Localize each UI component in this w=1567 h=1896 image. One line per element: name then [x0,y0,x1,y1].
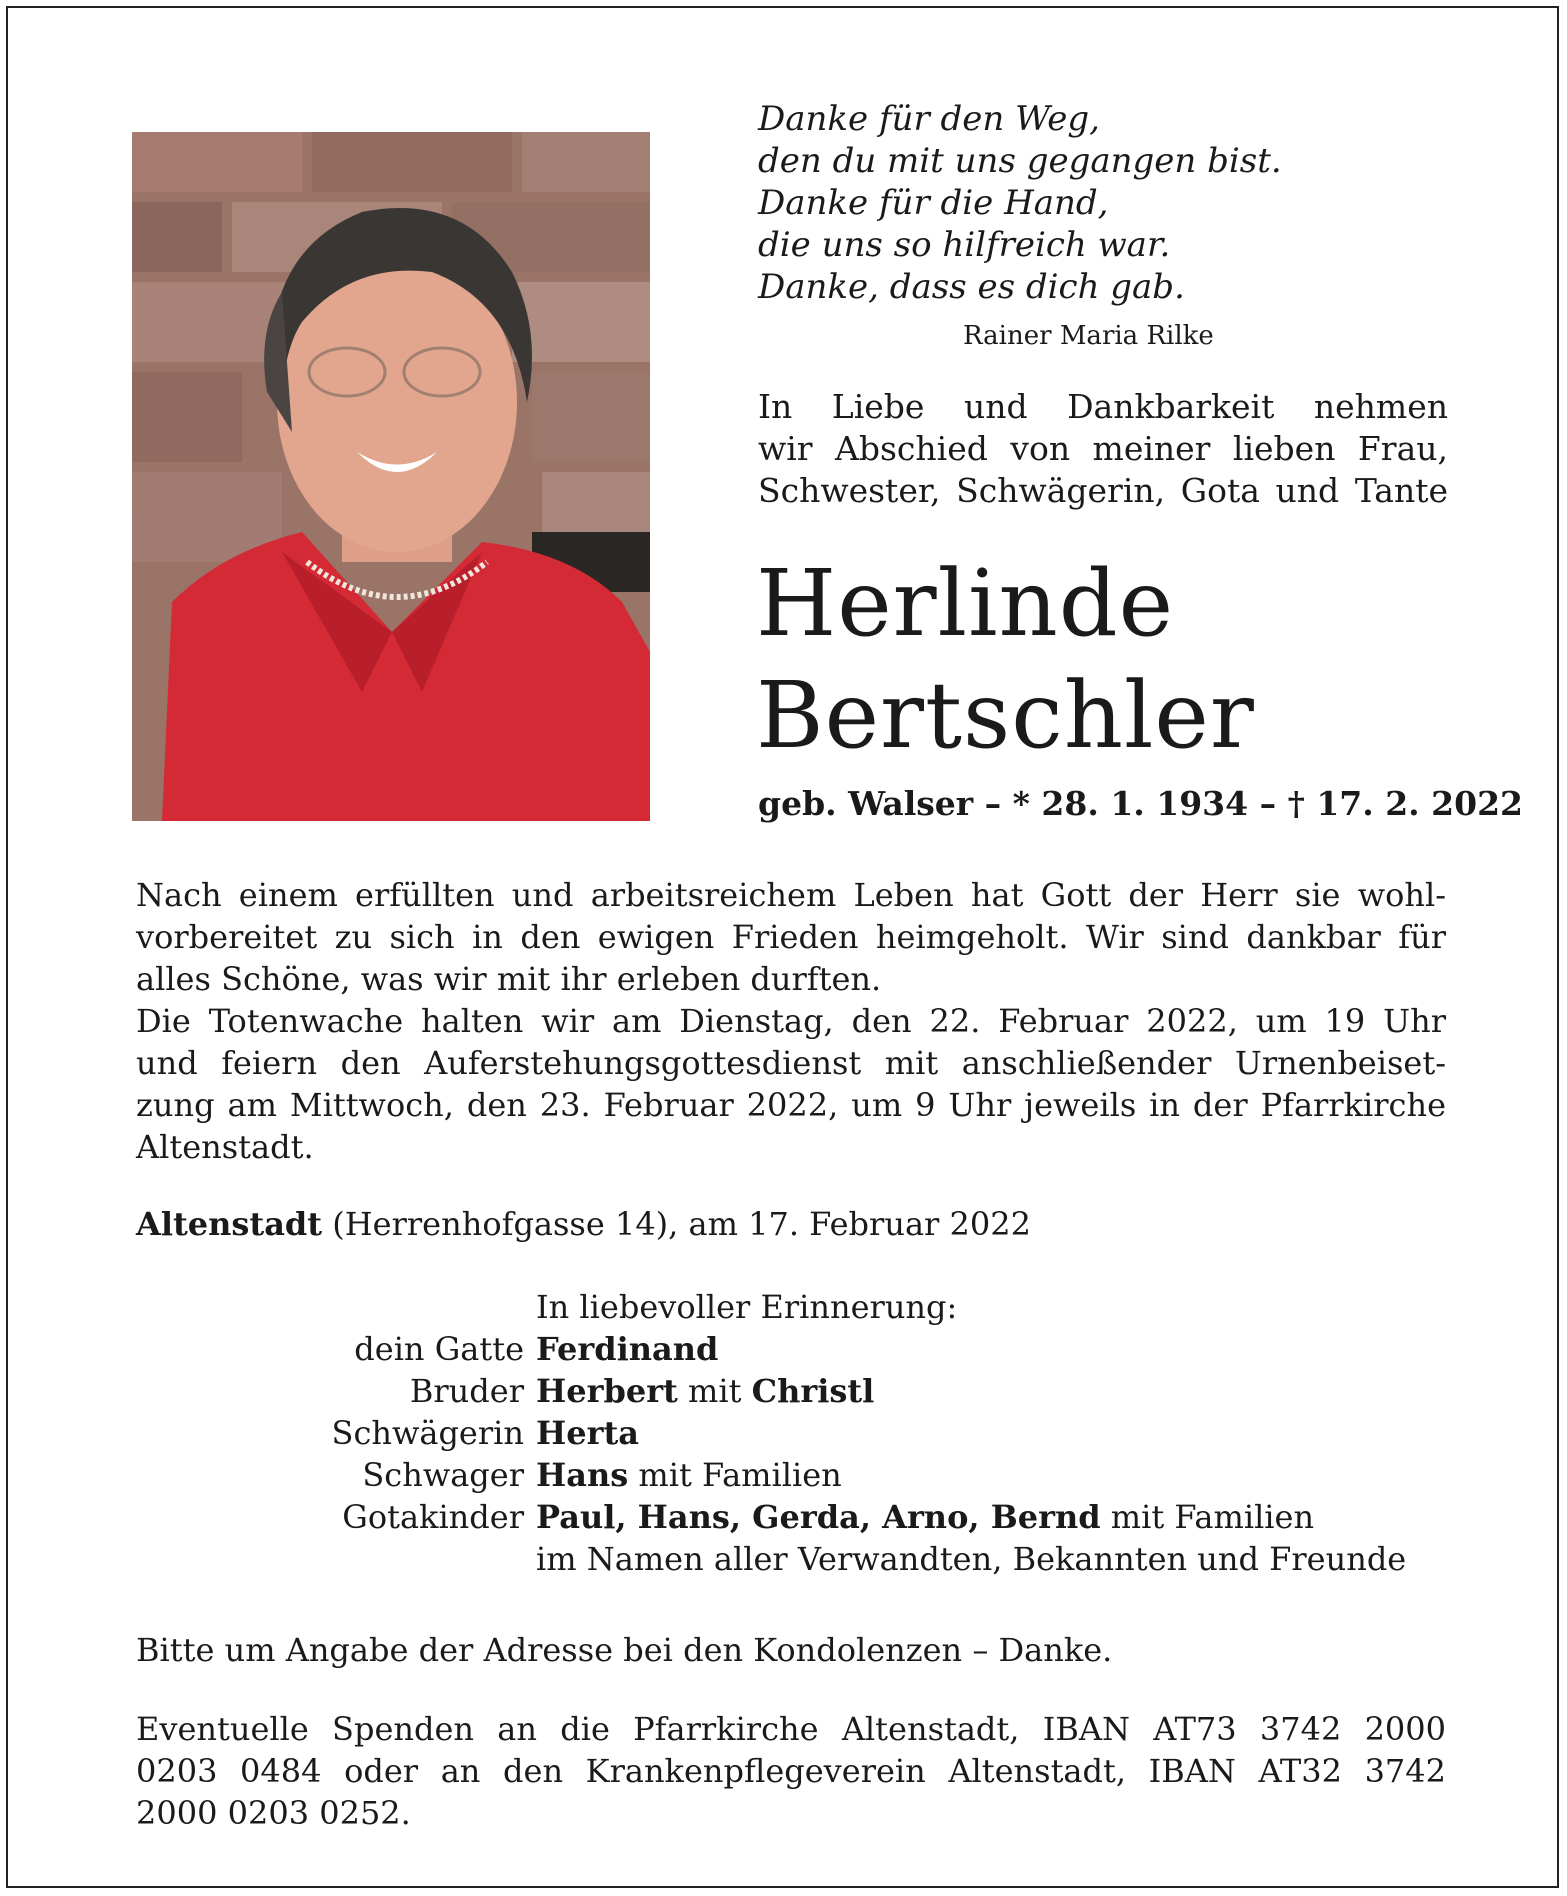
body-line: Die Totenwache halten wir am Dienstag, den 22. Februar 2022, um 19 Uhr [136,1002,1446,1040]
birth-death-dates: geb. Walser – * 28. 1. 1934 – † 17. 2. 2022 [758,784,1524,823]
condolence-note: Bitte um Angabe der Adresse bei den Kondolenzen – Danke. [136,1631,1113,1669]
mourner-row [136,1454,1466,1496]
mourner-role: Bruder [409,1372,524,1410]
mourners-list [136,1286,1466,1580]
mourners-intro: In liebevoller Erinnerung: [536,1288,958,1326]
body-line: alles Schöne, was wir mit ihr erleben durften. [136,960,882,998]
donations-line: Eventuelle Spenden an die Pfarrkirche Altenstadt, IBAN AT73 3742 2000 [136,1710,1446,1748]
mourner-role: Schwager [362,1456,524,1494]
poem-line: den du mit uns gegangen bist. [758,141,1282,181]
body-line: vorbereitet zu sich in den ewigen Frieden heimgeholt. Wir sind dankbar für [136,918,1446,956]
obituary-card [6,6,1559,1888]
farewell-line: Schwester, Schwägerin, Gota und Tante [758,471,1448,510]
first-name: Herlinde [756,550,1175,657]
mourner-names [536,1328,1466,1370]
donations-line: 2000 0203 0252. [136,1794,411,1832]
place-date [136,1204,1136,1244]
mourner-name: Herbert [536,1372,678,1410]
mourner-row [136,1412,1466,1454]
deceased-name [756,548,1476,772]
mourner-role: dein Gatte [354,1330,524,1368]
mourner-name: Paul, Hans, Gerda, Arno, Bernd [536,1498,1101,1536]
mourner-role-empty [136,1538,536,1580]
poem [758,98,1478,308]
poem-line: Danke für den Weg, [758,99,1100,139]
mourner-row [136,1328,1466,1370]
mourner-names [536,1412,1466,1454]
donations-line: 0203 0484 oder an den Krankenpflegeverein Altenstadt, IBAN AT32 3742 [136,1752,1446,1790]
body-line: zung am Mittwoch, den 23. Februar 2022, um 9 Uhr jeweils in der Pfarrkirche [136,1086,1446,1124]
mourner-connector: mit [677,1372,752,1410]
place-rest: (Herrenhofgasse 14), am 17. Februar 2022 [322,1205,1031,1243]
mourner-row [136,1370,1466,1412]
mourner-name: Herta [536,1414,639,1452]
place-town: Altenstadt [136,1205,323,1243]
mourner-row [136,1496,1466,1538]
body-text [136,874,1446,1168]
body-line: und feiern den Auferstehungsgottesdienst mit anschließender Urnenbeiset- [136,1044,1446,1082]
mourner-connector: mit Familien [628,1456,842,1494]
mourner-role: Schwägerin [331,1414,524,1452]
donations-text [136,1708,1446,1834]
farewell-text [758,386,1448,512]
poem-author: Rainer Maria Rilke [963,321,1214,351]
mourner-role: Gotakinder [342,1498,524,1536]
mourner-row [136,1538,1466,1580]
mourner-names [536,1370,1466,1412]
body-line: Nach einem erfüllten und arbeitsreichem Leben hat Gott der Herr sie wohl- [136,876,1446,914]
farewell-line: In Liebe und Dankbarkeit nehmen [758,387,1448,426]
portrait-photo [132,132,650,821]
mourners-closing: im Namen aller Verwandten, Bekannten und Freunde [536,1540,1407,1578]
body-line: Altenstadt. [136,1128,314,1166]
mourner-names [536,1496,1466,1538]
farewell-line: wir Abschied von meiner lieben Frau, [758,429,1448,468]
mourner-name: Hans [536,1456,629,1494]
poem-line: die uns so hilfreich war. [758,225,1171,265]
mourner-name: Ferdinand [536,1330,719,1368]
poem-line: Danke für die Hand, [758,183,1109,223]
mourner-names [536,1454,1466,1496]
mourner-name: Christl [751,1372,875,1410]
last-name: Bertschler [756,662,1255,769]
poem-line: Danke, dass es dich gab. [758,267,1185,307]
mourner-connector: mit Familien [1100,1498,1315,1536]
